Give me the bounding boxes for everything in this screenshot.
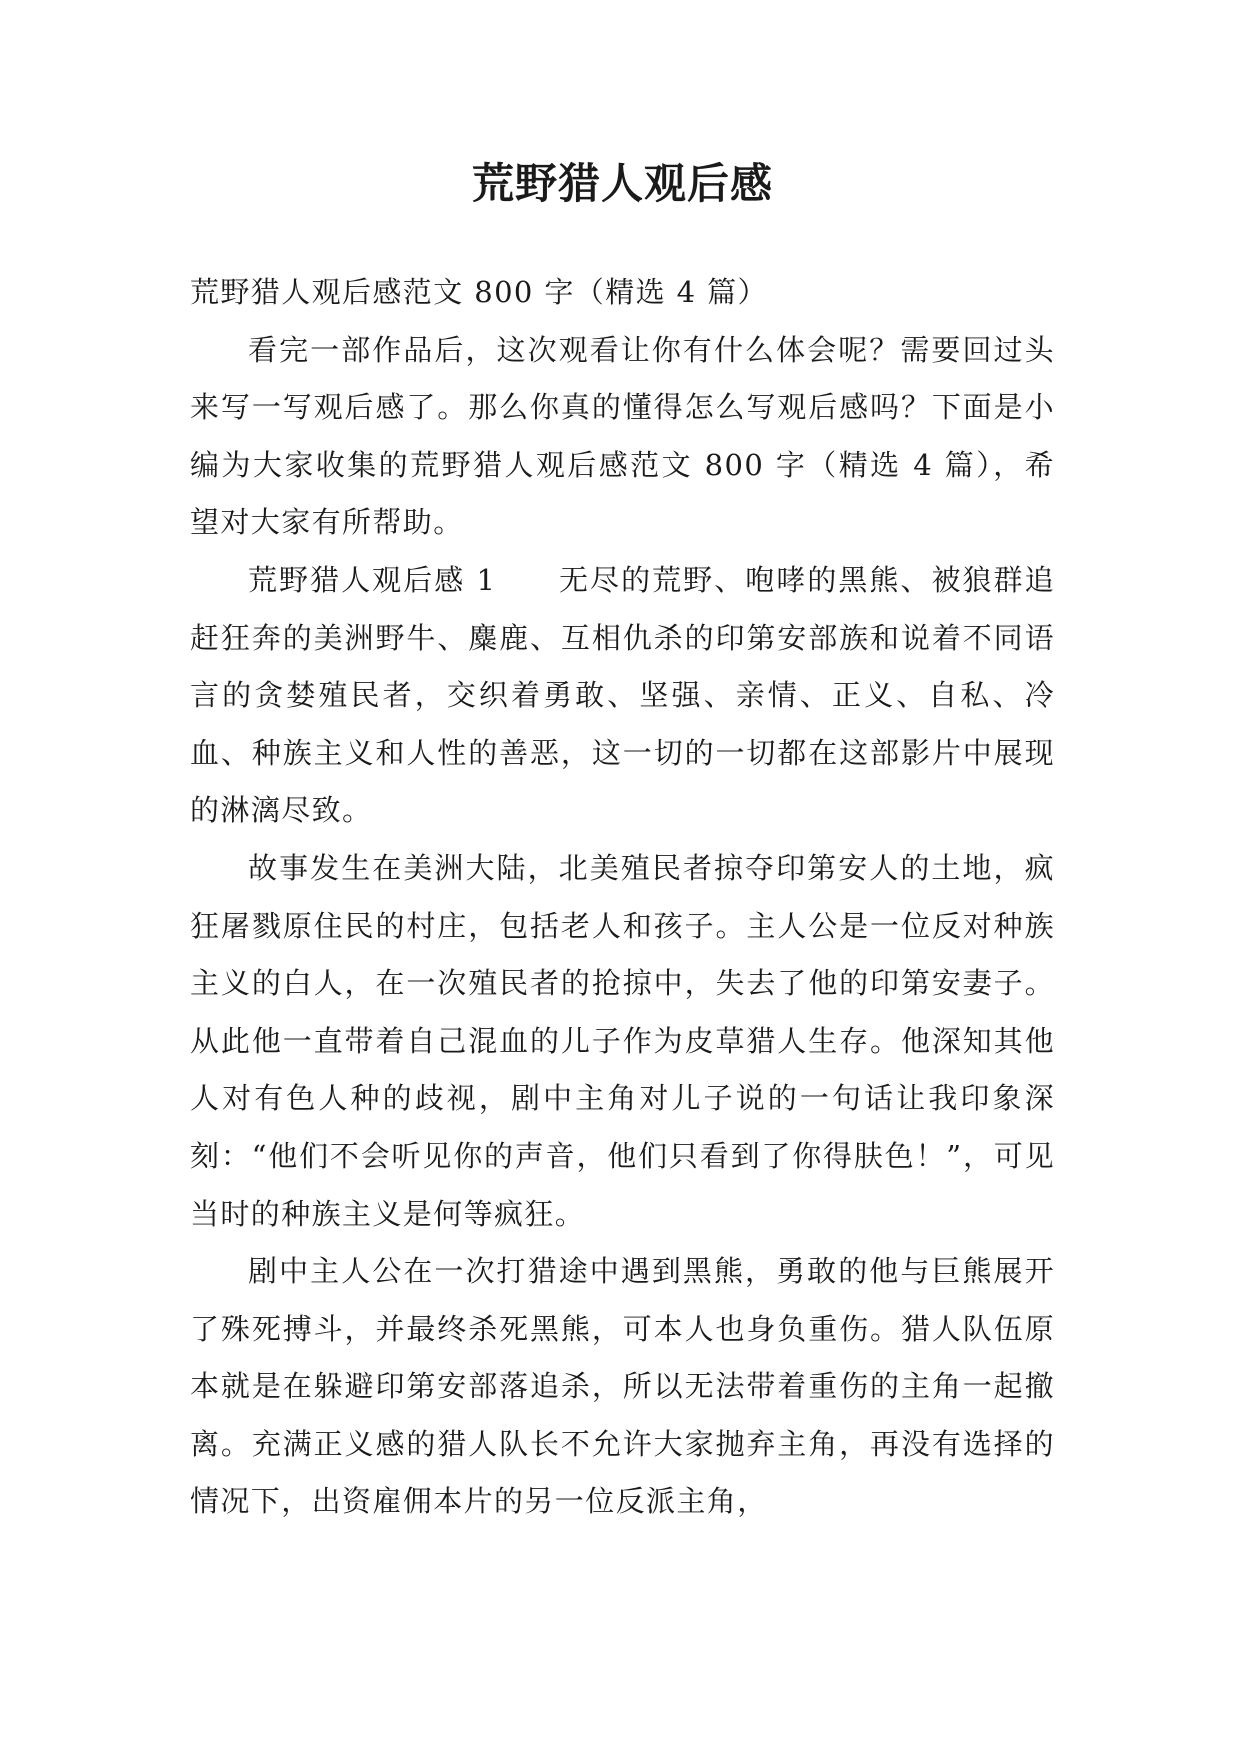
document-page [190,0,1055,1754]
document-title: 荒野猎人观后感 [471,159,773,208]
document-subtitle: 荒野猎人观后感范文 800 字（精选 4 篇） [190,275,768,309]
story-paragraph: 故事发生在美洲大陆，北美殖民者掠夺印第安人的土地，疯狂屠戮原住民的村庄，包括老人和孩子。主人公是一位反对种族主义的白人，在一次殖民者的抢掠中，失去了他的印第安妻子。从此他一直带着自己混血的儿子作为皮草猎人生存。他深知其他人对有色人种的歧视，剧中主角对儿子说的一句话让我印象深刻：“他们不会听见你的声音，他们只看到了你得肤色！”，可见当时的种族主义是何等疯狂。 [190,850,1055,1231]
section-heading: 荒野猎人观后感 1 [248,562,497,597]
section-1-paragraph [190,552,1055,840]
document-body [190,264,1055,1531]
plot-paragraph: 剧中主人公在一次打猎途中遇到黑熊，勇敢的他与巨熊展开了殊死搏斗，并最终杀死黑熊，可本人也身负重伤。猎人队伍原本就是在躲避印第安部落追杀，所以无法带着重伤的主角一起撤离。充满正义感的猎人队长不允许大家抛弃主角，再没有选择的情况下，出资雇佣本片的另一位反派主角， [190,1254,1055,1519]
intro-paragraph: 看完一部作品后，这次观看让你有什么体会呢？需要回过头来写一写观后感了。那么你真的懂得怎么写观后感吗？下面是小编为大家收集的荒野猎人观后感范文 800 字（精选 4 篇），希望对大家有所帮助。 [190,332,1055,540]
section-first-paragraph-text: 无尽的荒野、咆哮的黑熊、被狼群追赶狂奔的美洲野牛、麋鹿、互相仇杀的印第安部族和说着不同语言的贪婪殖民者，交织着勇敢、坚强、亲情、正义、自私、冷血、种族主义和人性的善恶，这一切的一切都在这部影片中展现的淋漓尽致。 [190,562,1055,828]
